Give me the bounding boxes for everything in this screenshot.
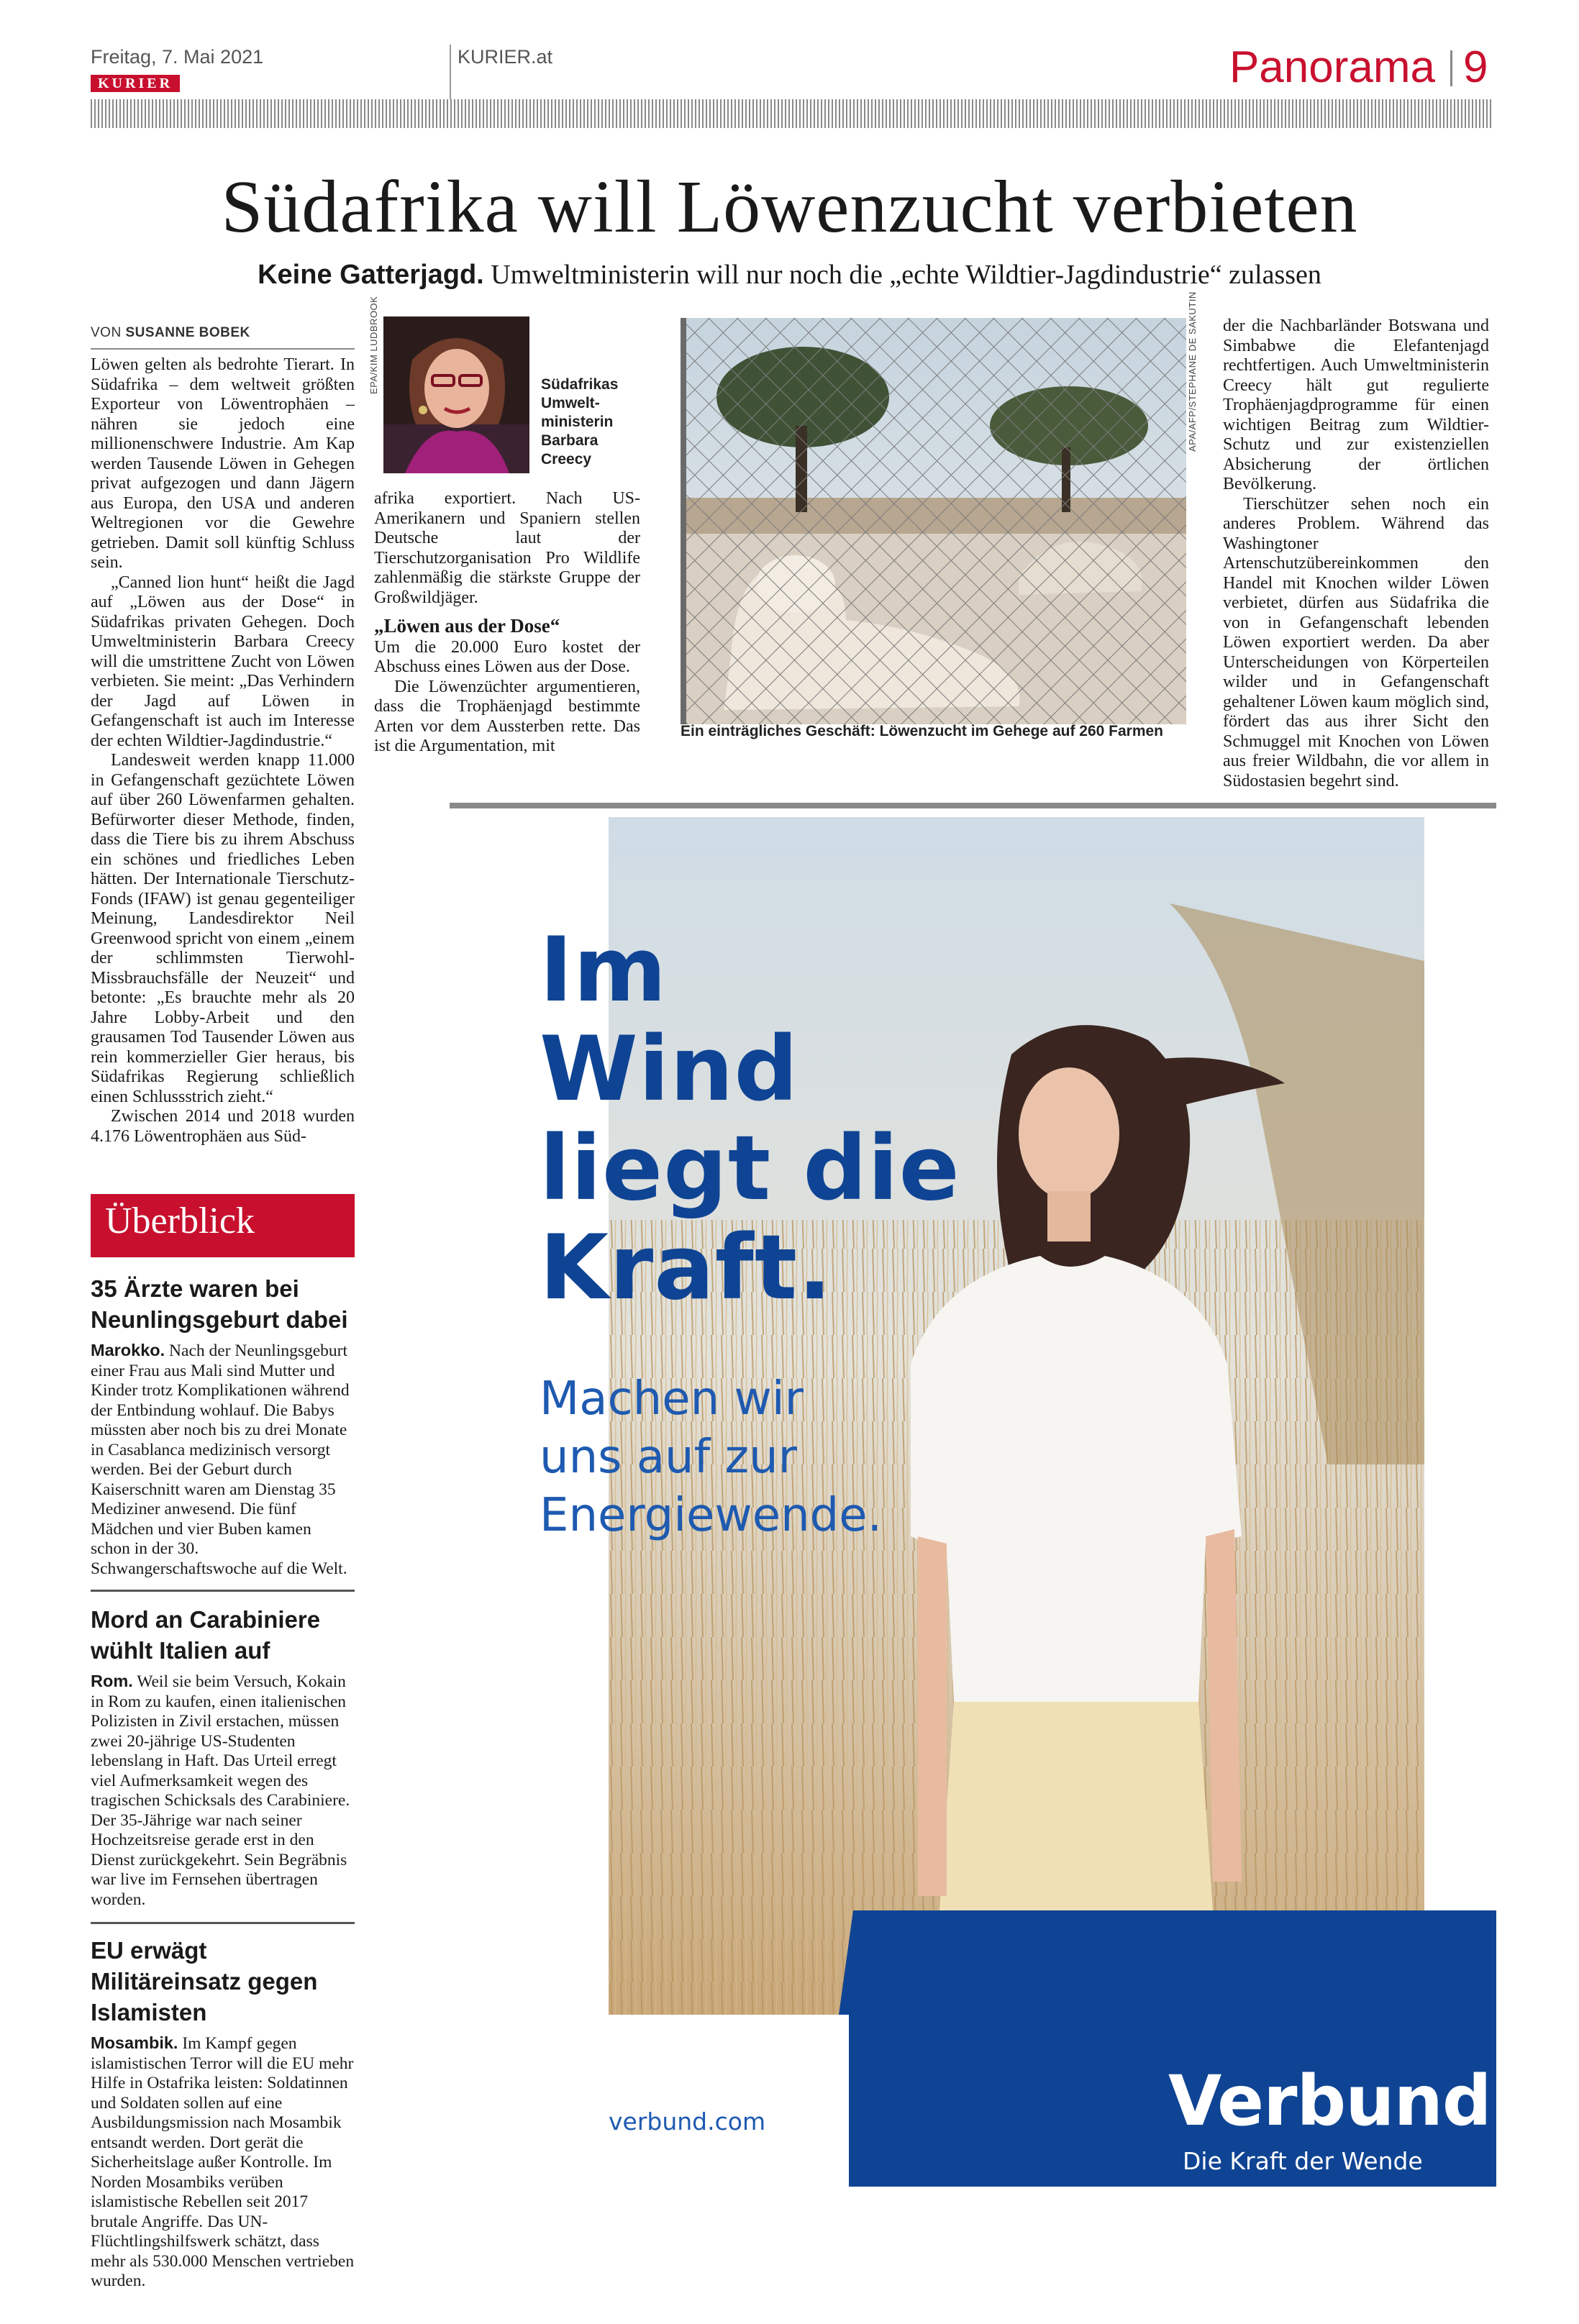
overview-item (91, 1604, 355, 1910)
byline-author: SUSANNE BOBEK (125, 325, 250, 340)
ad-subheadline-line: Machen wir (540, 1372, 804, 1426)
byline (91, 325, 355, 341)
header-divider (450, 45, 451, 99)
ad-subheadline-line: uns auf zur (540, 1431, 797, 1484)
portrait-photo (383, 316, 529, 473)
overview-item-text (91, 1672, 355, 1910)
article-subhead: „Löwen aus der Dose“ (374, 615, 560, 637)
section-name: Panorama (1229, 42, 1435, 92)
ad-right-margin (1478, 817, 1497, 2015)
article-subline (0, 259, 1579, 291)
ad-headline-line: Wind (540, 1018, 799, 1121)
article-subline-text: Umweltministerin will nur noch die „echte Wildtier-Jagdindustrie“ zulassen (491, 260, 1321, 290)
byline-block (91, 325, 355, 350)
overview-divider (91, 1922, 355, 1924)
site-url: KURIER.at (458, 46, 553, 68)
overview-item-text (91, 1341, 355, 1579)
portrait-caption: Südafrikas Umweltministerin Barbara Creecy (541, 376, 619, 468)
article-column-2 (374, 489, 640, 757)
ad-top-rule (450, 803, 1496, 808)
ad-subheadline (540, 1370, 882, 1545)
overview-item-body: Im Kampf gegen islamistischen Terror will die EU mehr Hilfe in Ostafrika leisten: Soldatinnen und Soldaten sollen auf eine Ausbildungsmission nach Mosambik entsandt werden. Dort gerät die Sicherheitslage außer Kontrolle. Im Norden Mosambiks verüben islamistische Rebellen seit 2017 brutale Angriffe. Das UN-Flüchtlingshilfswerk schätzt, dass mehr als 530.000 Menschen vertrieben wurden. (91, 2034, 355, 2290)
ad-subheadline-line: Energiewende. (540, 1489, 882, 1542)
overview-title: Überblick (105, 1200, 255, 1241)
ad-headline (540, 921, 960, 1318)
overview-item-headline: 35 Ärzte waren bei Neunlingsgeburt dabei (91, 1275, 348, 1333)
byline-rule (91, 348, 355, 350)
article-paragraph: Zwischen 2014 und 2018 wurden 4.176 Löwentrophäen aus Süd- (91, 1107, 355, 1146)
overview-item-body: Weil sie beim Versuch, Kokain in Rom zu kaufen, einen italienischen Polizisten in Zivil erstachen, müssen zwei 20-jährige US-Studenten lebenslang in Haft. Das Urteil erregt viel Aufmerksamkeit wegen des tragischen Schicksals des Carabiniere. Der 35-Jährige war nach seiner Hochzeitsreise gerade erst in den Dienst zurückgekehrt. Sein Begräbnis war live im Fernsehen übertragen worden. (91, 1672, 350, 1909)
lion-photo (681, 318, 1186, 724)
overview-item-text (91, 2033, 355, 2292)
byline-prefix: VON (91, 325, 122, 340)
ad-brand-logo: Verbund (1168, 2061, 1491, 2141)
overview-item-headline: Mord an Carabiniere wühlt Italien auf (91, 1606, 321, 1664)
overview-item (91, 1273, 355, 1579)
portrait-credit: EPA/KIM LUDBROOK (368, 296, 379, 394)
article-paragraph: Die Löwenzüchter argumentieren, dass die Trophäenjagd bestimmte Arten vor dem Aussterben rette. Das ist die Argumentation, mit (374, 677, 640, 755)
page-number: 9 (1463, 42, 1488, 92)
ad-headline-line: liegt die (540, 1117, 960, 1221)
article-paragraph: afrika exportiert. Nach US-Amerikanern und Spaniern stellen Deutsche laut der Tierschutzorganisation Pro Wildlife zahlenmäßig die stärkste Gruppe der Großwildjäger. (374, 489, 640, 607)
newspaper-logo: KURIER (91, 75, 180, 92)
ad-tagline: Die Kraft der Wende (1183, 2147, 1423, 2175)
header-pattern-rule (91, 99, 1493, 128)
article-paragraph: Um die 20.000 Euro kostet der Abschuss eines Löwen aus der Dose. (374, 637, 640, 676)
overview-item-dateline: Marokko. (91, 1341, 165, 1359)
article-headline: Südafrika will Löwenzucht verbieten (221, 165, 1358, 248)
photo-caption: Ein einträgliches Geschäft: Löwenzucht im Gehege auf 260 Farmen (681, 723, 1164, 739)
ad-brand-band (849, 1910, 1496, 2015)
section-separator (1450, 50, 1452, 86)
ad-url[interactable]: verbund.com (609, 2107, 766, 2136)
article-paragraph: Landesweit werden knapp 11.000 in Gefangenschaft gezüchtete Löwen auf über 260 Löwenfarmen gehalten. Befürworter dieser Methode, finden, dass die Tiere bis zu ihrem Abschuss ein schönes und friedliches Leben hätten. Der Internationale Tierschutz-Fonds (IFAW) ist genau gegenteiliger Meinung, Landesdirektor Neil Greenwood spricht von einem „einem der schlimmsten Tierwohl-Missbrauchsfälle der Neuzeit“ und betonte: „Es brauchte mehr als 20 Jahre Lobby-Arbeit und den grausamen Tod Tausender Löwen aus rein kommerzieller Gier heraus, bis Südafrikas Regierung schließlich einen Schlussstrich zieht.“ (91, 751, 355, 1106)
overview-divider (91, 1590, 355, 1592)
article-paragraph: „Canned lion hunt“ heißt die Jagd auf „Löwen aus der Dose“ in Südafrikas privaten Gehegen. Doch Umweltministerin Barbara Creecy will die umstrittene Zucht von Löwen verbieten. Sie meint: „Das Verhindern der Jagd auf Löwen in Gefangenschaft ist auch im Interesse der echten Wildtier-Jagdindustrie.“ (91, 573, 355, 750)
photo-credit: APA/AFP/STEPHANE DE SAKUTIN (1187, 291, 1198, 452)
article-paragraph: Tierschützer sehen noch ein anderes Problem. Während das Washingtoner Artenschutzübereinkommen den Handel mit Knochen wilder Löwen verbietet, dürfen aus Südafrika die von in Gefangenschaft lebenden Löwen exportiert werden. Da aber Unterscheidungen von Körperteilen wilder und in Gefangenschaft gehaltener Löwen kaum möglich sind, fördert das aus ihrer Sicht den Schmuggel mit Knochen von Löwen aus freier Wildbahn, die vor allem in Südostasien begehrt sind. (1223, 494, 1489, 790)
overview-item (91, 1935, 355, 2292)
issue-date: Freitag, 7. Mai 2021 (91, 46, 264, 68)
article-column-1 (91, 355, 355, 1147)
article-column-4 (1223, 316, 1489, 791)
overview-item-headline: EU erwägt Militäreinsatz gegen Islamisten (91, 1937, 318, 2025)
ad-headline-line: Kraft. (540, 1216, 833, 1320)
ad-headline-line: Im (540, 919, 668, 1022)
article-kicker: Keine Gatterjagd. (258, 260, 484, 290)
article-paragraph: der die Nachbarländer Botswana und Simbabwe die Elefantenjagd rechtfertigen. Auch Umweltministerin Creecy hält gut regulierte Trophäenjagdprogramme für einen wichtigen Beitrag zum Wildtier-Schutz und zur existenziellen Absicherung der örtlichen Bevölkerung. (1223, 316, 1489, 493)
overview-item-dateline: Rom. (91, 1672, 133, 1690)
overview-item-body: Nach der Neunlingsgeburt einer Frau aus Mali sind Mutter und Kinder trotz Komplikationen während der Entbindung wohlauf. Die Babys müssten aber noch bis zu drei Monate in Casablanca medizinisch versorgt werden. Bei der Geburt durch Kaiserschnitt waren am Dienstag 35 Mediziner anwesend. Die fünf Mädchen und vier Buben kamen schon in der 30. Schwangerschaftswoche auf die Welt. (91, 1341, 350, 1578)
overview-item-dateline: Mosambik. (91, 2033, 178, 2052)
article-paragraph: Löwen gelten als bedrohte Tierart. In Südafrika – dem weltweit größten Exporteur von Löwentrophäen – nähren sie jedoch eine millionenschwere Industrie. Am Kap werden Tausende Löwen in Gehegen privat aufgezogen und dann Jägern aus Europa, den USA und anderen Weltregionen vor die Gewehre getrieben. Damit soll künftig Schluss sein. (91, 355, 355, 572)
